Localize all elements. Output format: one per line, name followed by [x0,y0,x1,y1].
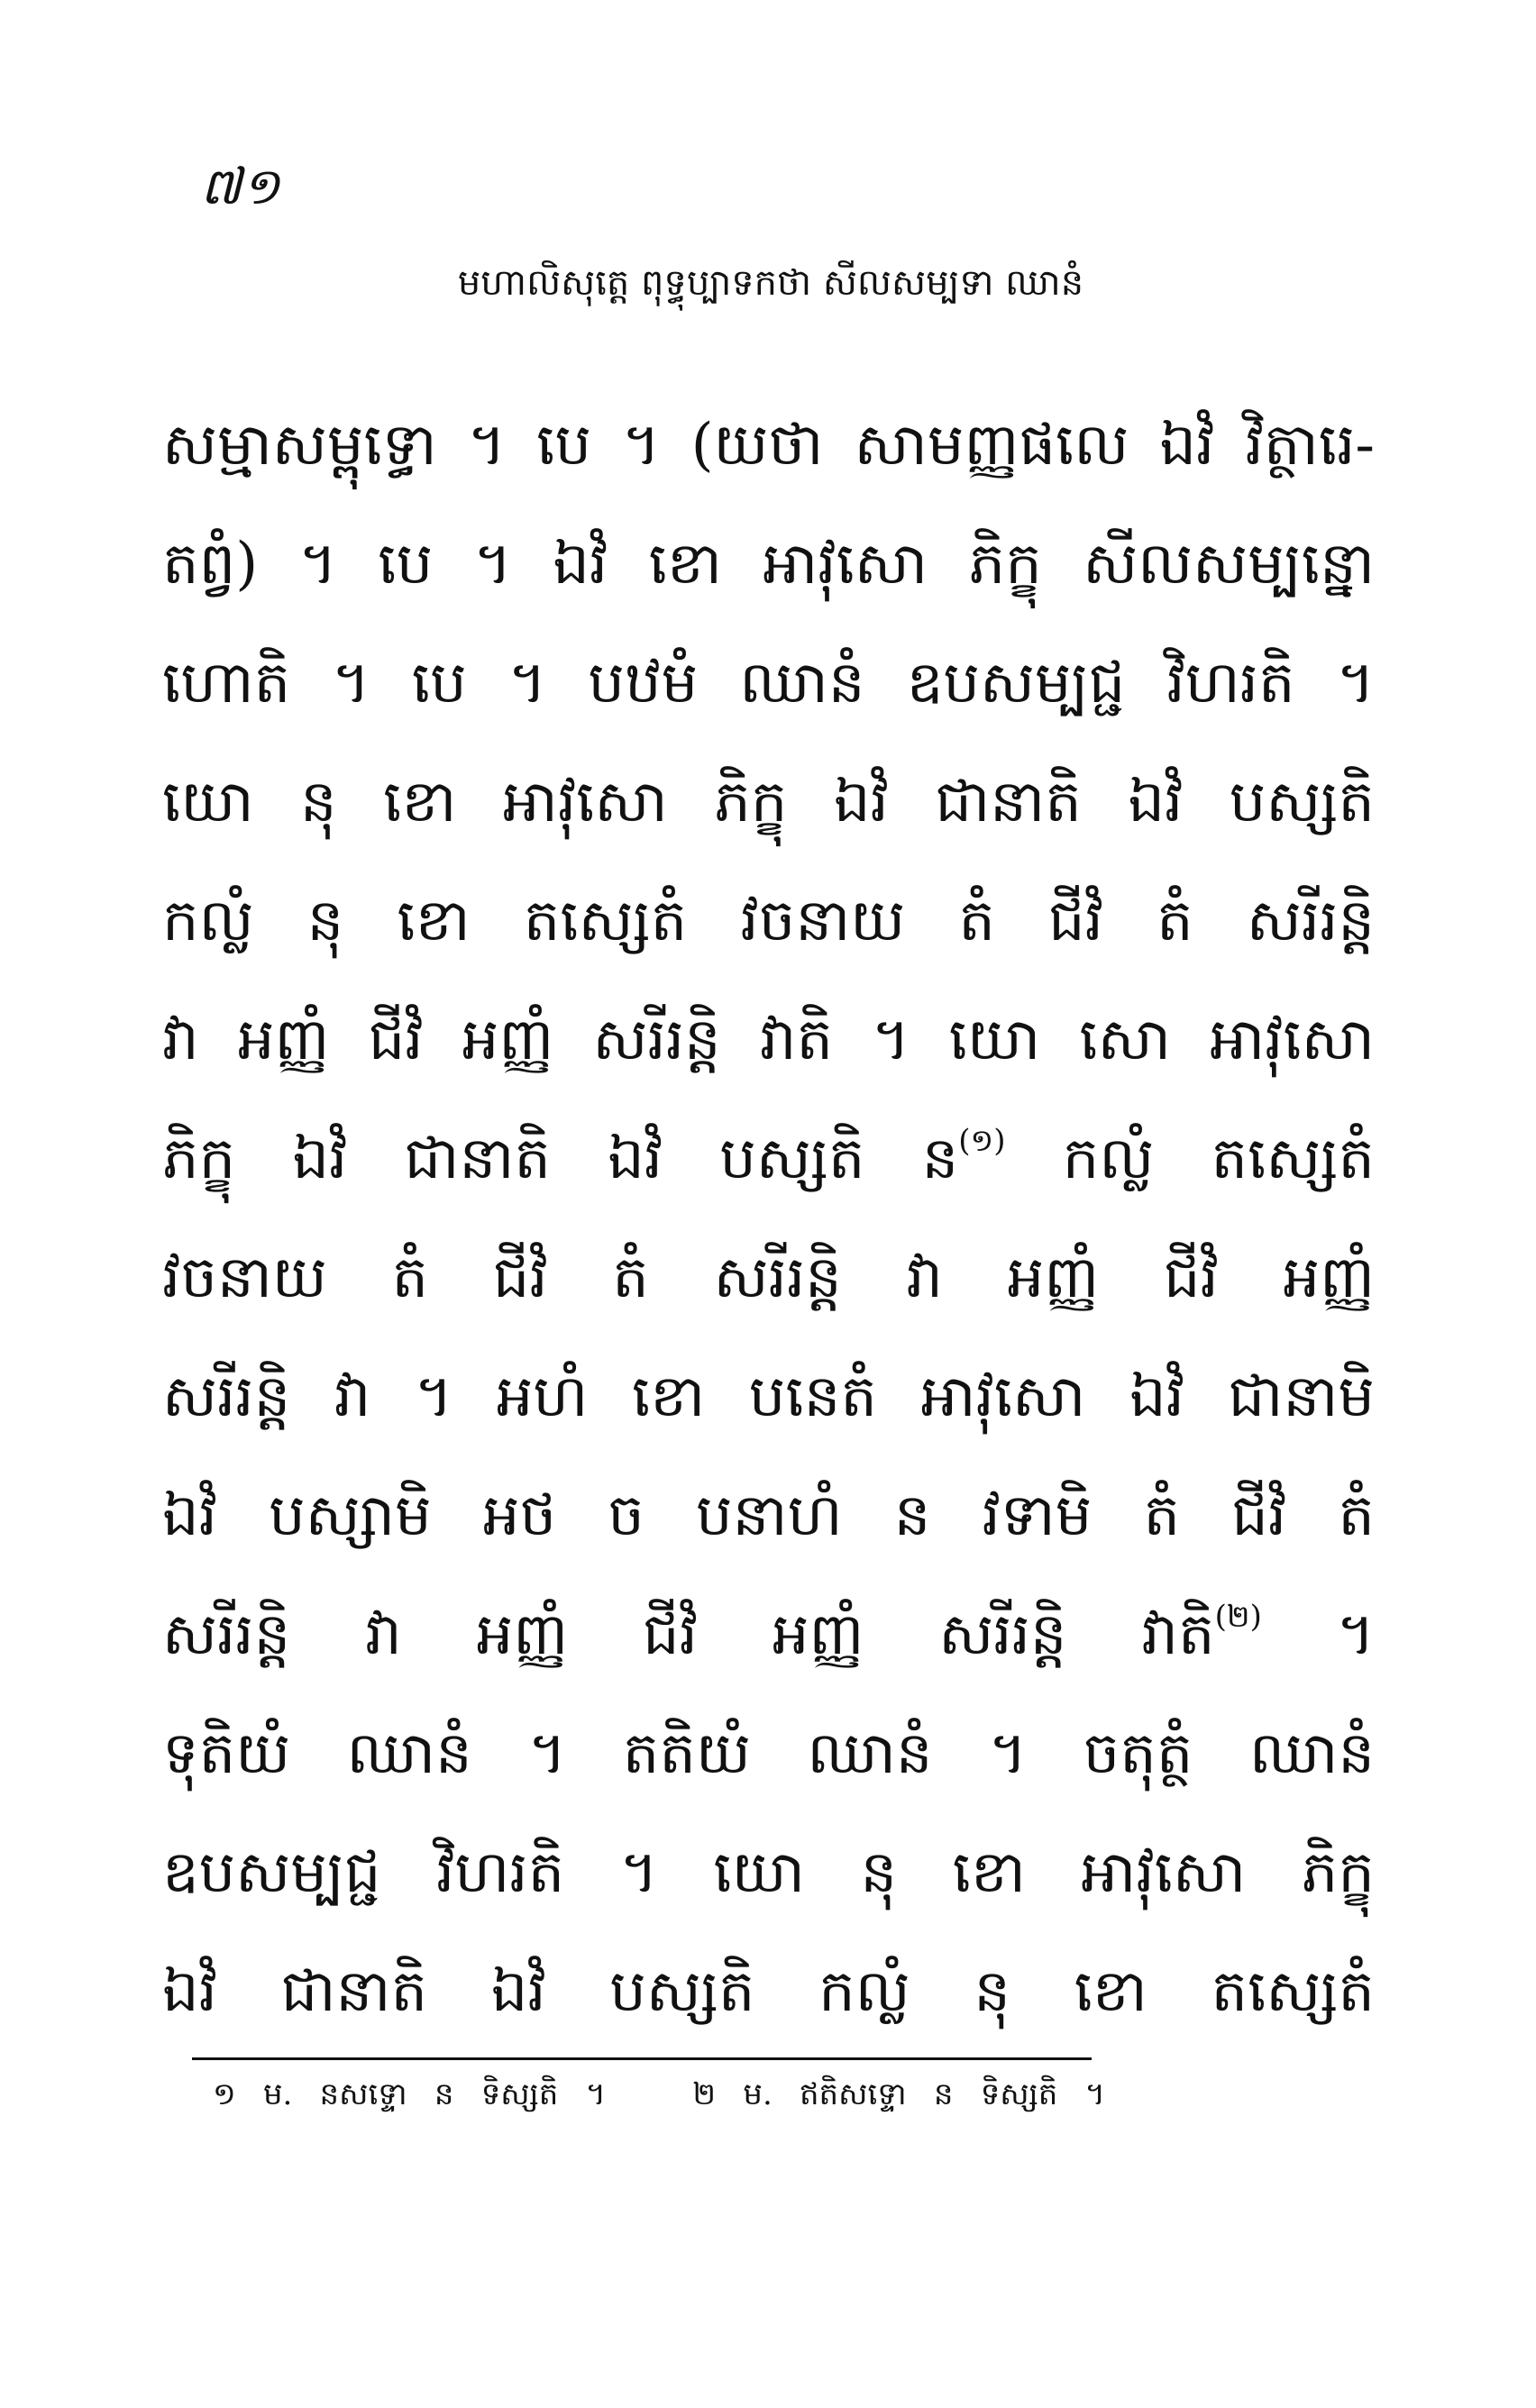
footnote-text: ម. នសទ្ទោ ន ទិស្សតិ ។ [262,2076,606,2112]
text-line-3 [162,624,1375,743]
text-line-4 [162,743,1375,862]
text-line-content: ឯវំ ជានាតិ ឯវំ បស្សតិ កល្លំ នុ ខោ តស្សេតំ [162,1958,1375,2025]
body-text [162,386,1375,2051]
text-line-content: ភិក្ខុ ឯវំ ជានាតិ ឯវំ បស្សតិ ន [162,1126,959,1192]
text-line-14 [162,1932,1375,2051]
text-line-content-continued: កល្លំ តស្សេតំ [1005,1126,1375,1192]
text-line-9 [162,1337,1375,1456]
text-line-content: កល្លំ នុ ខោ តស្សេតំ វចនាយ តំ ជីវំ តំ សរីរន្តិ [162,888,1375,954]
text-line-11 [162,1575,1375,1694]
text-line-13 [162,1813,1375,1932]
text-line-6 [162,981,1375,1099]
footnote-marker-2: (២) [1214,1599,1262,1635]
text-line-2 [162,505,1375,624]
footnote-number: ២ [692,2076,717,2112]
footnote-1 [213,2076,633,2112]
footnote-marker-1: (១) [958,1123,1006,1159]
text-line-content: ឧបសម្បជ្ជ វិហរតិ ។ យោ នុ ខោ អាវុសោ ភិក្ខុ [162,1839,1375,1906]
text-line-content: សរីរន្តិ វា ។ អហំ ខោ បនេតំ អាវុសោ ឯវំ ជានាមិ [162,1364,1375,1430]
footnote-divider [192,2057,1092,2060]
text-line-content: ទុតិយំ ឈានំ ។ តតិយំ ឈានំ ។ ចតុត្ថំ ឈានំ [162,1720,1375,1787]
footnote-2 [692,2076,1105,2112]
text-line-1 [162,386,1375,505]
text-line-content: វា អញ្ញំ ជីវំ អញ្ញំ សរីរន្តិ វាតិ ។ យោ សោ អាវុសោ [162,1007,1375,1073]
text-line-content-continued: ។ [1261,1601,1375,1668]
footnote-text: ម. ឥតិសទ្ទោ ន ទិស្សតិ ។ [743,2076,1105,2112]
text-line-8 [162,1218,1375,1337]
text-line-10 [162,1456,1375,1575]
text-line-content: ឯវំ បស្សាមិ អថ ច បនាហំ ន វទាមិ តំ ជីវំ តំ [162,1482,1375,1549]
text-line-5 [162,862,1375,981]
text-line-12 [162,1694,1375,1813]
footnote-number: ១ [213,2076,236,2112]
page-number: ៧១ [200,158,280,216]
running-header: មហាលិសុត្តេ ពុទ្ធុប្បាទកថា សីលសម្បទា ឈានំ [457,262,1084,304]
text-line-content: តព្វំ) ។ បេ ។ ឯវំ ខោ អាវុសោ ភិក្ខុ សីលសម្បន្នោ [162,531,1375,597]
text-line-7 [162,1099,1375,1218]
footnotes [213,2069,1105,2120]
text-line-content: ហោតិ ។ បេ ។ បឋមំ ឈានំ ឧបសម្បជ្ជ វិហរតិ ។ [162,650,1375,716]
text-line-content: សរីរន្តិ វា អញ្ញំ ជីវំ អញ្ញំ សរីរន្តិ វាតិ [162,1601,1215,1668]
text-line-content: យោ នុ ខោ អាវុសោ ភិក្ខុ ឯវំ ជានាតិ ឯវំ បស្សតិ [162,769,1375,835]
text-line-content: សម្មាសម្ពុទ្ធោ ។ បេ ។ (យថា សាមញ្ញផលេ ឯវំ វិត្ថារេ- [162,412,1375,479]
text-line-content: វចនាយ តំ ជីវំ តំ សរីរន្តិ វា អញ្ញំ ជីវំ អញ្ញំ [162,1245,1375,1311]
